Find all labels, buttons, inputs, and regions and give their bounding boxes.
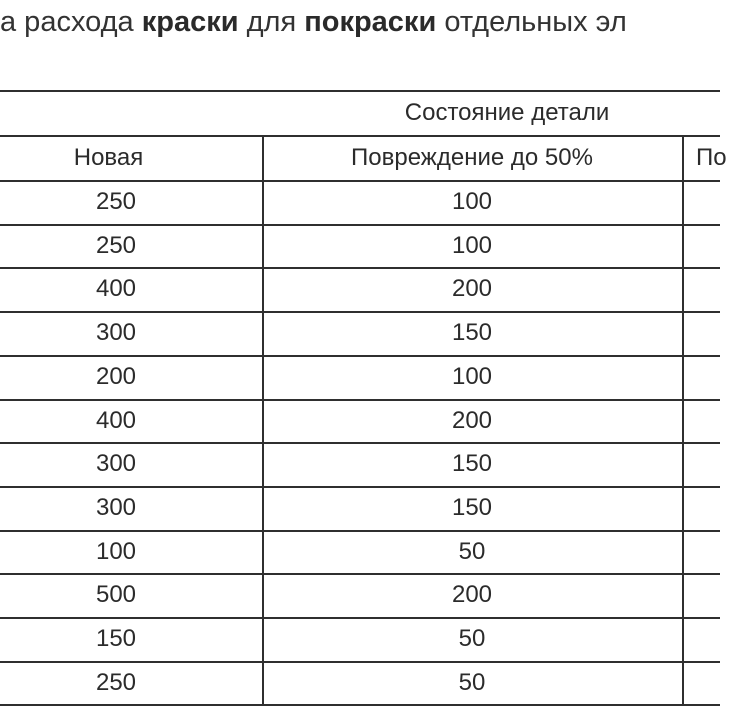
cell-new: 100 xyxy=(95,538,137,565)
cell-new: 300 xyxy=(95,319,137,346)
cell-new: 400 xyxy=(95,407,137,434)
cell-new: 300 xyxy=(95,450,137,477)
cell-new: 250 xyxy=(95,188,137,215)
cell-new: 250 xyxy=(95,232,137,259)
cell-damage-50: 50 xyxy=(458,538,486,565)
title-part-4: покраски xyxy=(304,6,437,38)
group-header-part-state: Состояние детали xyxy=(404,99,610,126)
title-part-1: а расхода xyxy=(0,6,142,38)
cell-new: 200 xyxy=(95,363,137,390)
group-header-divider xyxy=(0,135,720,137)
cell-new: 150 xyxy=(95,625,137,652)
cell-damage-50: 100 xyxy=(451,188,493,215)
cell-new: 400 xyxy=(95,275,137,302)
column-divider xyxy=(682,135,684,706)
cell-new: 250 xyxy=(95,669,137,696)
column-header-cut: По xyxy=(696,144,727,171)
cell-new: 500 xyxy=(95,581,137,608)
title-part-2: краски xyxy=(141,6,239,38)
cell-damage-50: 150 xyxy=(451,319,493,346)
page-title xyxy=(0,2,627,42)
column-header-damage-50: Повреждение до 50% xyxy=(351,144,593,171)
column-header-new: Новая xyxy=(73,144,144,171)
cell-damage-50: 100 xyxy=(451,232,493,259)
table-top-border xyxy=(0,90,720,92)
cell-damage-50: 200 xyxy=(451,275,493,302)
cell-damage-50: 200 xyxy=(451,407,493,434)
cell-damage-50: 50 xyxy=(458,625,486,652)
cell-damage-50: 150 xyxy=(451,450,493,477)
cell-damage-50: 200 xyxy=(451,581,493,608)
cell-new: 300 xyxy=(95,494,137,521)
title-part-3: для xyxy=(238,6,305,38)
cell-damage-50: 150 xyxy=(451,494,493,521)
title-part-5: отдельных эл xyxy=(436,6,627,38)
cell-damage-50: 100 xyxy=(451,363,493,390)
cell-damage-50: 50 xyxy=(458,669,486,696)
